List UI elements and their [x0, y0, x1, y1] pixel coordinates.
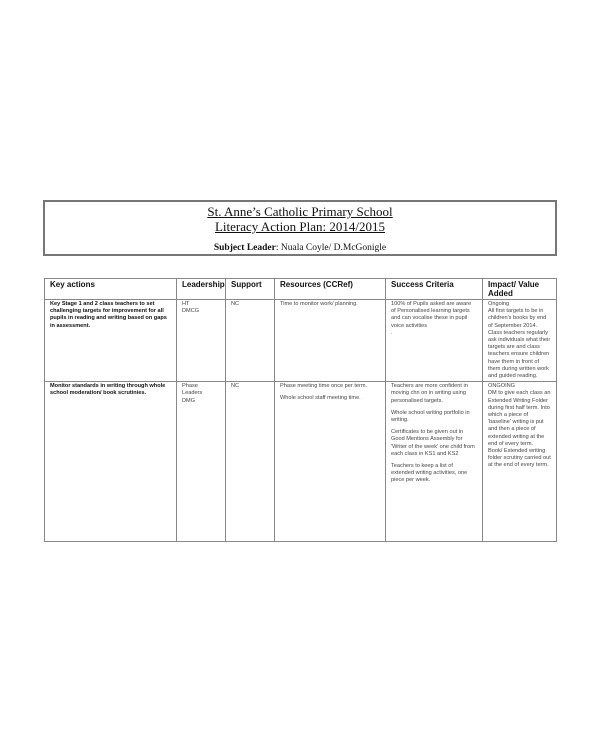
impact-item: Book/ Extended writing folder scrutiny carried out at the end of every term. [488, 448, 551, 469]
action-plan-table [44, 278, 557, 542]
col-resources: Resources (CCRef) [275, 279, 386, 300]
resources-cell [275, 382, 386, 542]
success-item: Certificates to be given out in Good Mentions Assembly for 'Writer of the week' one child from each class in KS1 and KS2 [391, 429, 475, 457]
impact-item: DM to give each class an Extended Writing Folder during first half term. Into which a piece of 'baseline' writing is put and then a piece of extended writing at the end of every term. [488, 390, 551, 447]
leadership-cell [177, 382, 226, 542]
leadership-line: DMG [182, 397, 196, 404]
table-header-row [45, 279, 557, 300]
leadership-cell [177, 300, 226, 382]
resource-item: Time to monitor work/ planning. [280, 301, 358, 307]
table-row [45, 382, 557, 542]
leadership-line: Phase [182, 383, 198, 390]
col-key-actions: Key actions [45, 279, 177, 300]
col-leadership: Leadership [177, 279, 226, 300]
resource-item: Whole school staff meeting time. [280, 395, 361, 402]
col-success-criteria: Success Criteria [386, 279, 483, 300]
impact-cell [483, 382, 557, 542]
col-impact: Impact/ Value Added [483, 279, 557, 300]
resource-item: Phase meeting time once per term. [280, 383, 368, 390]
leadership-line: Leaders [182, 390, 203, 397]
impact-item: Ongoing [488, 301, 510, 307]
title-box [43, 200, 557, 256]
impact-item: ONGOING [488, 383, 516, 390]
resources-cell [275, 300, 386, 382]
support-cell: NC [226, 300, 275, 382]
subject-leader-label: Subject Leader [213, 243, 276, 253]
leadership-line: DMCG [182, 308, 200, 315]
col-support: Support [226, 279, 275, 300]
plan-title: Literacy Action Plan: 2014/2015 [214, 219, 386, 234]
table-row [45, 300, 557, 382]
key-action-cell: Key Stage 1 and 2 class teachers to set challenging targets for improvement for all pupils in reading and writing based on gaps in assessment. [45, 300, 177, 382]
impact-item: All first targets to be in children's books by end of September 2014. [488, 308, 547, 329]
success-cell [386, 382, 483, 542]
success-item: 100% of Pupils asked are aware of Personalised learning targets and can vocalise these in pupil voice activities [391, 301, 472, 329]
success-item: Whole school writing portfolio in writing. [391, 409, 470, 424]
school-name: St. Anne’s Catholic Primary School [207, 204, 393, 219]
key-action-cell: Monitor standards in writing through whole school moderation/ book scrutinies. [45, 382, 177, 542]
support-cell: NC [226, 382, 275, 542]
impact-item: Class teachers regularly ask individuals what their targets are and class teachers ensure children have them in front of them during written work and guided reading. [488, 329, 551, 380]
leadership-line: HT [182, 301, 190, 307]
subject-leader [45, 243, 555, 253]
success-item: Teachers are more confident in moving chn on in writing using personalised targets. [391, 383, 468, 404]
success-cell [386, 300, 483, 382]
success-item: . [391, 329, 393, 336]
subject-leader-value: : Nuala Coyle/ D.McGonigle [275, 243, 387, 253]
impact-cell [483, 300, 557, 382]
success-item: Teachers to keep a list of extended writing activities, one piece per week. [391, 463, 468, 484]
